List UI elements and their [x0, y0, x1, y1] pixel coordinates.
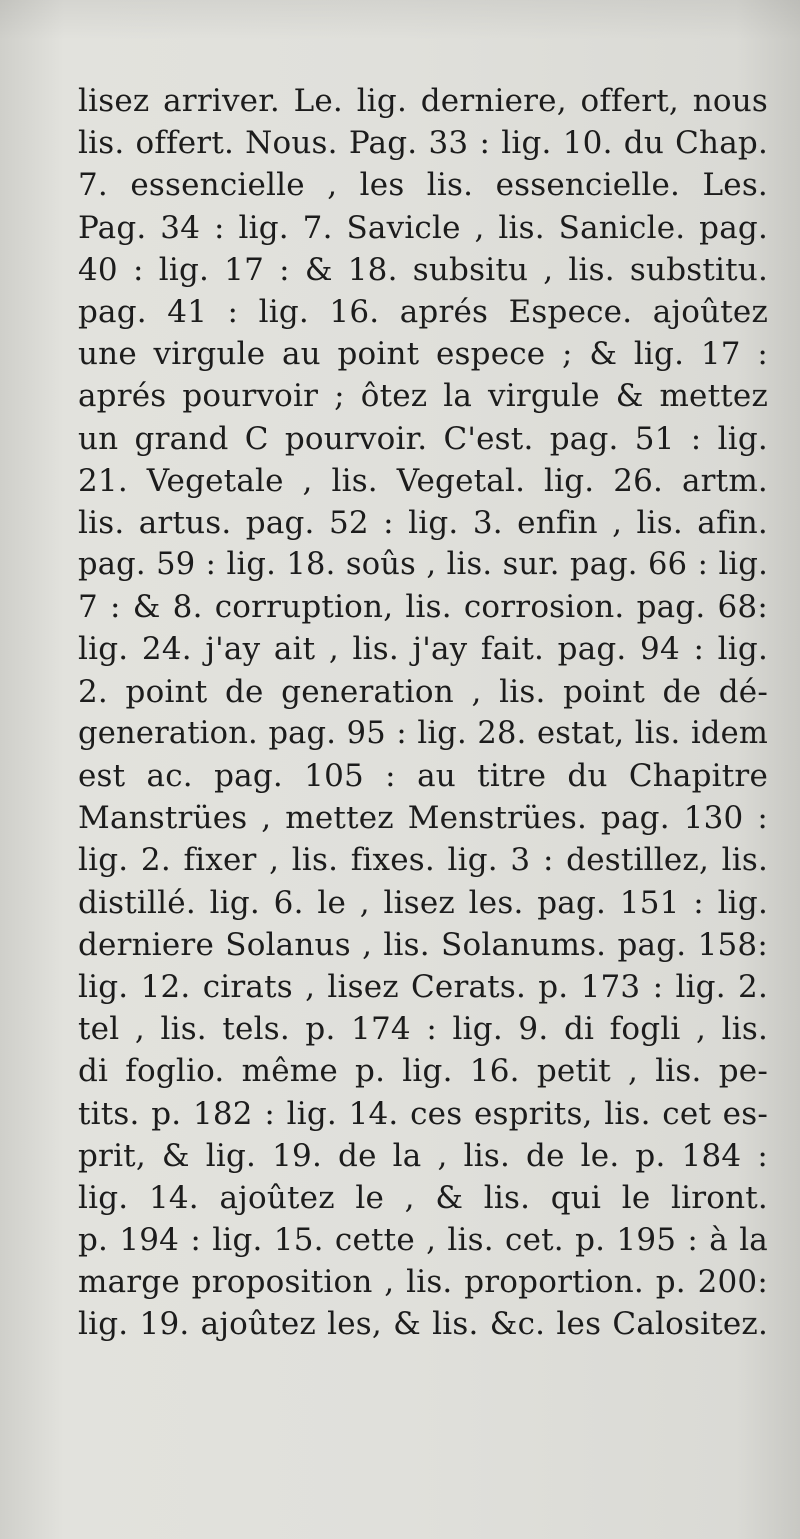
text-line: tits. p. 182 : lig. 14. ces esprits, lis. cet es-: [78, 1095, 768, 1132]
text-line: p. 194 : lig. 15. cette , lis. cet. p. 195 : à la: [78, 1222, 768, 1259]
text-line: lig. 24. j'ay ait , lis. j'ay fait. pag. 94 : lig.: [78, 631, 768, 668]
text-line: 7 : & 8. corruption, lis. corrosion. pag. 68:: [78, 589, 768, 626]
text-line: lig. 2. fixer , lis. fixes. lig. 3 : destillez, lis.: [78, 842, 768, 879]
text-line: est ac. pag. 105 : au titre du Chapitre: [78, 758, 768, 794]
text-line: lis. artus. pag. 52 : lig. 3. enfin , lis. afin.: [78, 504, 768, 541]
text-line: distillé. lig. 6. le , lisez les. pag. 151 : lig.: [78, 884, 768, 921]
text-line: Manstrües , mettez Menstrües. pag. 130 :: [78, 800, 768, 837]
text-line: lisez arriver. Le. lig. derniere, offert, nous: [78, 83, 768, 119]
text-line: pag. 41 : lig. 16. aprés Espece. ajoûtez: [78, 293, 768, 330]
text-line: un grand C pourvoir. C'est. pag. 51 : lig.: [78, 420, 768, 457]
text-line: une virgule au point espece ; & lig. 17 :: [78, 336, 768, 373]
text-line: lig. 19. ajoûtez les, & lis. &c. les Calositez.: [78, 1306, 768, 1343]
text-line: prit, & lig. 19. de la , lis. de le. p. 184 :: [78, 1137, 768, 1174]
text-line: 40 : lig. 17 : & 18. subsitu , lis. substitu.: [78, 251, 768, 288]
text-line: generation. pag. 95 : lig. 28. estat, lis. idem: [78, 715, 768, 751]
text-line: lig. 14. ajoûtez le , & lis. qui le liront.: [78, 1179, 768, 1216]
text-line: tel , lis. tels. p. 174 : lig. 9. di fogli , lis.: [78, 1011, 768, 1048]
text-line: pag. 59 : lig. 18. soûs , lis. sur. pag. 66 : lig.: [78, 547, 768, 583]
text-line: 2. point de generation , lis. point de dé-: [78, 673, 768, 710]
text-line: Pag. 34 : lig. 7. Savicle , lis. Sanicle. pag.: [78, 209, 768, 246]
text-line: aprés pourvoir ; ôtez la virgule & mettez: [78, 378, 768, 415]
text-line: derniere Solanus , lis. Solanums. pag. 158:: [78, 926, 768, 963]
text-line: di foglio. même p. lig. 16. petit , lis. pe-: [78, 1053, 768, 1090]
text-line: 21. Vegetale , lis. Vegetal. lig. 26. artm.: [78, 462, 768, 499]
text-line: 7. essencielle , les lis. essencielle. Les.: [78, 167, 768, 204]
text-line: marge proposition , lis. proportion. p. 200:: [78, 1264, 768, 1301]
text-line: lis. offert. Nous. Pag. 33 : lig. 10. du Chap.: [78, 125, 768, 162]
errata-text: [78, 80, 768, 1346]
text-line: lig. 12. cirats , lisez Cerats. p. 173 : lig. 2.: [78, 968, 768, 1005]
page-shadow: [0, 0, 800, 40]
